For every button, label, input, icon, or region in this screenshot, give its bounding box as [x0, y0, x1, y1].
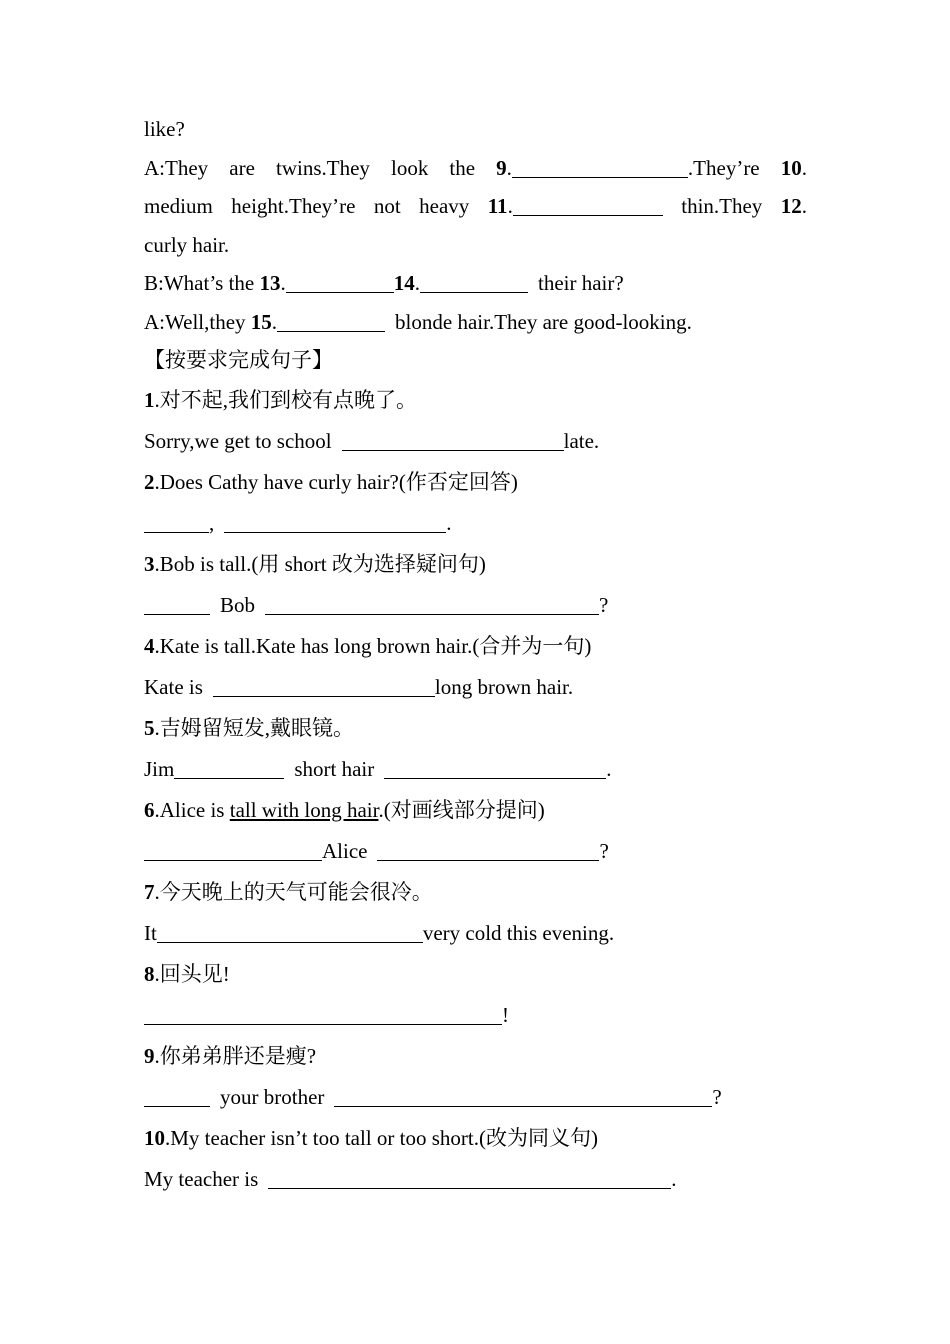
- dialogue-line-5: A:Well,they 15. blonde hair.They are good-looking.: [144, 309, 692, 334]
- answer-blank[interactable]: [265, 593, 599, 615]
- answer-blank[interactable]: [286, 271, 394, 293]
- answer-line-4: Kate is long brown hair.: [144, 674, 574, 699]
- answer-line-5: Jim short hair .: [144, 756, 612, 781]
- answer-line-8: !: [144, 995, 807, 1036]
- answer-blank[interactable]: [268, 1167, 671, 1189]
- question-7: 7.今天晚上的天气可能会很冷。: [144, 879, 433, 904]
- dialogue-line-4: B:What’s the 13. 14. their hair?: [144, 271, 624, 295]
- underlined-phrase: tall with long hair: [229, 797, 379, 822]
- answer-line-3: Bob ?: [144, 585, 807, 626]
- answer-blank[interactable]: [144, 593, 210, 615]
- question-8: 8.回头见!: [144, 961, 230, 986]
- question-5: 5.吉姆留短发,戴眼镜。: [144, 715, 354, 740]
- answer-blank[interactable]: [342, 429, 564, 451]
- dialogue-line-2: medium height.They’re not heavy 11. thin.They 12.: [144, 187, 807, 226]
- answer-blank[interactable]: [213, 675, 435, 697]
- blank-9: 9. .They’re: [496, 155, 760, 180]
- answer-blank[interactable]: [174, 757, 284, 779]
- answer-blank[interactable]: [377, 839, 599, 861]
- question-3: 3.Bob is tall.(用 short 改为选择疑问句): [144, 551, 486, 576]
- question-10: 10.My teacher isn’t too tall or too short.(改为同义句): [144, 1125, 598, 1150]
- question-9: 9.你弟弟胖还是瘦?: [144, 1043, 317, 1068]
- section-title: 【按要求完成句子】: [144, 348, 333, 372]
- answer-blank[interactable]: [157, 921, 423, 943]
- answer-blank[interactable]: [513, 194, 663, 216]
- blank-12: 12.: [780, 194, 807, 218]
- answer-blank[interactable]: [224, 511, 446, 533]
- dialogue-line-0: [144, 110, 807, 149]
- answer-blank[interactable]: [144, 1085, 210, 1107]
- answer-blank[interactable]: [384, 757, 606, 779]
- worksheet: [144, 110, 807, 1200]
- blank-11: 11.: [488, 187, 663, 226]
- answer-line-9: your brother ?: [144, 1077, 807, 1118]
- answer-blank[interactable]: [512, 156, 688, 178]
- answer-line-1: Sorry,we get to school late.: [144, 428, 600, 453]
- question-2: 2.Does Cathy have curly hair?(作否定回答): [144, 469, 518, 494]
- answer-blank[interactable]: [144, 1003, 502, 1025]
- answer-blank[interactable]: [334, 1085, 712, 1107]
- dialogue-line-3: curly hair.: [144, 232, 230, 257]
- answer-line-6: Alice ?: [144, 831, 807, 872]
- dialogue-line-1: A:They are twins.They look the 9. .They’re 10.: [144, 149, 807, 188]
- answer-blank[interactable]: [144, 511, 209, 533]
- answer-line-2: , .: [144, 503, 807, 544]
- answer-line-10: My teacher is .: [144, 1166, 677, 1191]
- answer-blank[interactable]: [420, 271, 528, 293]
- answer-blank[interactable]: [277, 310, 385, 332]
- answer-blank[interactable]: [144, 839, 322, 861]
- answer-line-7: It very cold this evening.: [144, 920, 615, 945]
- question-4: 4.Kate is tall.Kate has long brown hair.(合并为一句): [144, 633, 592, 658]
- question-6: 6.Alice is tall with long hair.(对画线部分提问): [144, 797, 545, 822]
- blank-10: 10.: [780, 155, 807, 180]
- question-1: 1.对不起,我们到校有点晚了。: [144, 387, 417, 412]
- dialogue-text: like?: [144, 117, 185, 141]
